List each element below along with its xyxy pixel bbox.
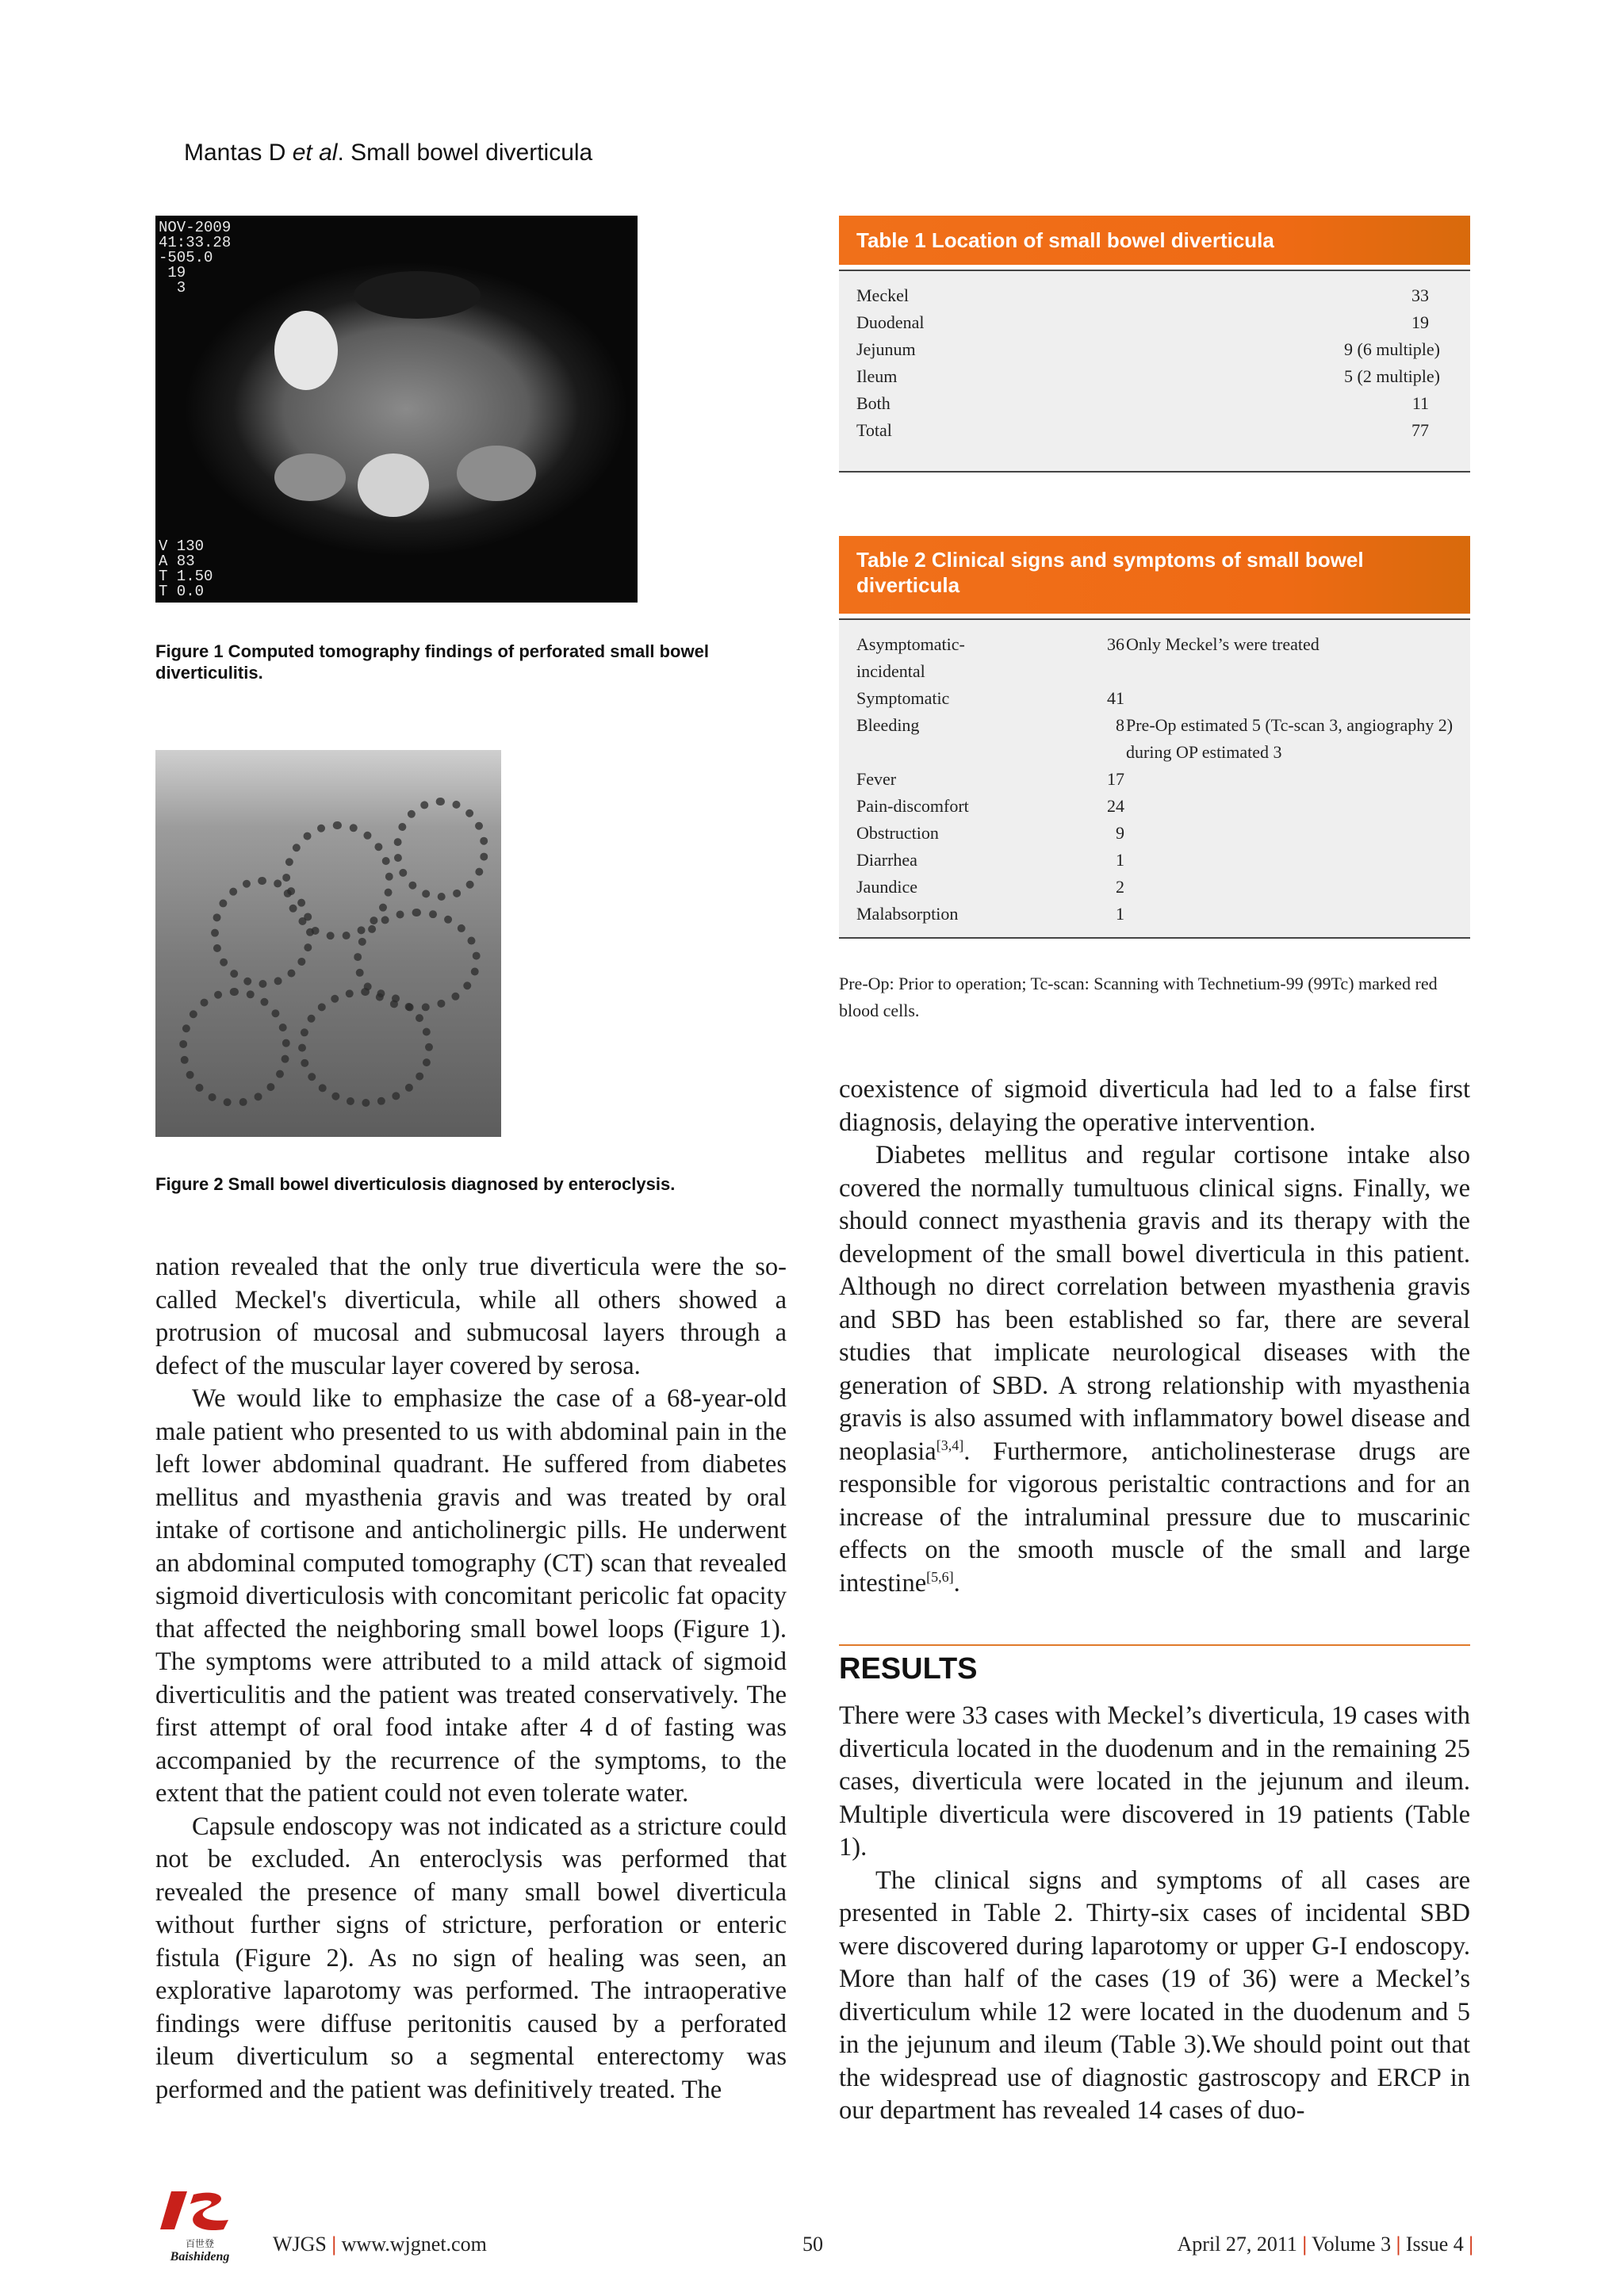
results-text xyxy=(839,1700,1470,2128)
journal-url[interactable]: www.wjgnet.com xyxy=(341,2233,487,2256)
logo-text: Baishideng xyxy=(170,2250,230,2263)
table-2-footnote: Pre-Op: Prior to operation; Tc-scan: Scanning with Technetium-99 (99Tc) marked red blood cells. xyxy=(839,974,1438,1020)
ct-info-bottom: V 130 A 83 T 1.50 T 0.0 xyxy=(159,538,213,600)
table-1-header xyxy=(839,216,1470,265)
table-row-label: Asymptomatic-incidental xyxy=(856,634,965,681)
bowel-loop xyxy=(298,988,433,1107)
table-row-note: Pre-Op estimated 5 (Tc-scan 3, angiography 2) during OP estimated 3 xyxy=(1126,715,1454,762)
paragraph: The clinical signs and symptoms of all cases are presented in Table 2. Thirty-six cases of incidental SBD were discovered during laparotomy or upper G-I endoscopy. More than half of the cases (19 of 36) were a Meckel’s diverticulum while 12 were located in the duodenum and 5 in the jejunum and ileum (Table 3).We should point out that the widespread use of diagnostic gastroscopy and ERCP in our department has revealed 14 cases of duo- xyxy=(839,1866,1470,2125)
baishideng-logo-icon xyxy=(155,2188,244,2236)
paragraph: Diabetes mellitus and regular cortisone intake also covered the normally tumultuous clinical signs. Finally, we should connect myasthenia gravis and its therapy with the development of the small bowel diverticula in this patient. Although no direct correlation between myasthenia gravis and SBD has been established so far, there are several studies that implicate neurological diseases with the generation of SBD. A strong relationship with myasthenia gravis is also assumed with inflammatory bowel disease and neoplasia[3,4]. Furthermore, anticholinesterase drugs are responsible for vigorous peristaltic contractions and for an increase of the intraluminal pressure due to muscarinic effects on the smooth muscle of the small and large intestine[5,6]. xyxy=(839,1141,1470,1598)
table-row-value: 41 xyxy=(1107,688,1124,708)
bowel-loop xyxy=(179,988,290,1107)
table-row-value: 77 xyxy=(1411,420,1429,440)
publisher-logo xyxy=(155,2188,244,2267)
table-row-label: Jaundice xyxy=(856,877,917,897)
table-row-value: 8 xyxy=(1116,715,1124,735)
table-row-label: Fever xyxy=(856,769,897,789)
footer-issue-info: April 27, 2011 | Volume 3 | Issue 4 | xyxy=(1177,2233,1473,2256)
table-1-title: Table 1 Location of small bowel diverticula xyxy=(856,228,1274,252)
running-head: Mantas D et al. Small bowel diverticula xyxy=(184,140,593,166)
citation-ref: [5,6] xyxy=(926,1568,954,1585)
table-row-label: Pain-discomfort xyxy=(856,796,969,816)
table-row-value: 17 xyxy=(1107,769,1124,789)
left-column-text xyxy=(155,1251,787,2107)
page-number: 50 xyxy=(802,2233,823,2256)
ct-contrast-region xyxy=(274,311,338,390)
table-2-title: Table 2 Clinical signs and symptoms of small bowel diverticula xyxy=(856,548,1364,597)
table-row-value: 24 xyxy=(1107,796,1124,816)
ct-vertebra xyxy=(358,453,429,517)
table-row-label: Obstruction xyxy=(856,823,939,843)
table-2-header xyxy=(839,536,1470,614)
table-row-label: Malabsorption xyxy=(856,904,959,924)
paragraph: coexistence of sigmoid diverticula had led to a false first diagnosis, delaying the operative intervention. xyxy=(839,1075,1470,1137)
results-heading: RESULTS xyxy=(839,1652,978,1686)
table-1-body xyxy=(839,271,1470,471)
table-row-value: 9 xyxy=(1116,823,1124,843)
figure-1-caption: Figure 1 Computed tomography findings of perforated small bowel diverticulitis. xyxy=(155,641,709,683)
ct-kidney-right xyxy=(274,453,346,501)
section-rule xyxy=(839,1644,1470,1646)
right-column-text xyxy=(839,1073,1470,1600)
bowel-loop xyxy=(393,798,488,901)
table-row-note: Only Meckel’s were treated xyxy=(1126,634,1320,654)
table-row-label: Jejunum xyxy=(856,339,916,359)
table-row-label: Diarrhea xyxy=(856,850,917,870)
table-row-value: 36 xyxy=(1107,634,1124,654)
paragraph: We would like to emphasize the case of a 68-year-old male patient who presented to us with abdominal pain in the left lower abdominal quadrant. He suffered from diabetes mellitus and myasthenia gravis and was treated by oral intake of cortisone and anticholinergic pills. He underwent an abdominal computed tomography (CT) scan that revealed sigmoid diverticulosis with concomitant pericolic fat opacity that affected the neighboring small bowel loops (Figure 1). The symptoms were attributed to a mild attack of sigmoid diverticulitis and the patient was treated conservatively. The first attempt of oral food intake after 4 d of fasting was accompanied by the recurrence of the symptoms, to the extent that the patient could not even tolerate water. xyxy=(155,1384,787,1808)
table-row-label: Both xyxy=(856,393,891,413)
paragraph: There were 33 cases with Meckel’s diverticula, 19 cases with diverticula located in the duodenum and in the remaining 25 cases, diverticula were located in the jejunum and ileum. Multiple diverticula were discovered in 19 patients (Table 1). xyxy=(839,1701,1470,1862)
ct-info-top: NOV-2009 41:33.28 -505.0 19 3 xyxy=(159,219,232,297)
figure-2-enteroclysis-image xyxy=(155,750,501,1137)
footer-journal: WJGS | www.wjgnet.com xyxy=(273,2233,487,2256)
table-row-value: 2 xyxy=(1116,877,1124,897)
table-row-label: Meckel xyxy=(856,285,909,305)
table-row-value: 1 xyxy=(1116,850,1124,870)
figure-2-caption: Figure 2 Small bowel diverticulosis diagnosed by enteroclysis. xyxy=(155,1174,676,1194)
table-row-label: Bleeding xyxy=(856,715,920,735)
table-row-value: 11 xyxy=(1411,393,1429,413)
table-2-bottom-rule xyxy=(839,937,1470,939)
table-row-label: Symptomatic xyxy=(856,688,950,708)
logo-cn: 百世登 xyxy=(185,2238,214,2249)
bowel-loop xyxy=(211,877,314,988)
citation-ref: [3,4] xyxy=(936,1437,964,1453)
table-row-label: Duodenal xyxy=(856,312,925,332)
ct-kidney-left xyxy=(457,446,536,501)
table-row-label: Total xyxy=(856,420,892,440)
table-row-value: 33 xyxy=(1411,285,1429,305)
paragraph: nation revealed that the only true diverticula were the so-called Meckel's diverticula, while all others showed a protrusion of mucosal and submucosal layers through a defect of the muscular layer covered by serosa. xyxy=(155,1253,787,1380)
table-1-bottom-rule xyxy=(839,471,1470,473)
paragraph: Capsule endoscopy was not indicated as a stricture could not be excluded. An enteroclysis was performed that revealed the presence of many small bowel diverticula without further signs of stricture, perforation or enteric fistula (Figure 2). As no sign of healing was seen, an explorative laparotomy was performed. The intraoperative findings were diffuse peritonitis caused by a perforated ileum diverticulum so a segmental enterectomy was performed and the patient was definitively treated. The xyxy=(155,1812,787,2104)
figure-1-ct-image xyxy=(155,216,638,603)
table-row-value: 19 xyxy=(1411,312,1429,332)
table-row-label: Ileum xyxy=(856,366,898,386)
table-row-value: 5 (2 multiple) xyxy=(1344,366,1440,386)
table-row-value: 1 xyxy=(1116,904,1124,924)
table-2-body xyxy=(839,620,1470,937)
ct-gas-region xyxy=(354,271,481,319)
table-row-value: 9 (6 multiple) xyxy=(1344,339,1440,359)
